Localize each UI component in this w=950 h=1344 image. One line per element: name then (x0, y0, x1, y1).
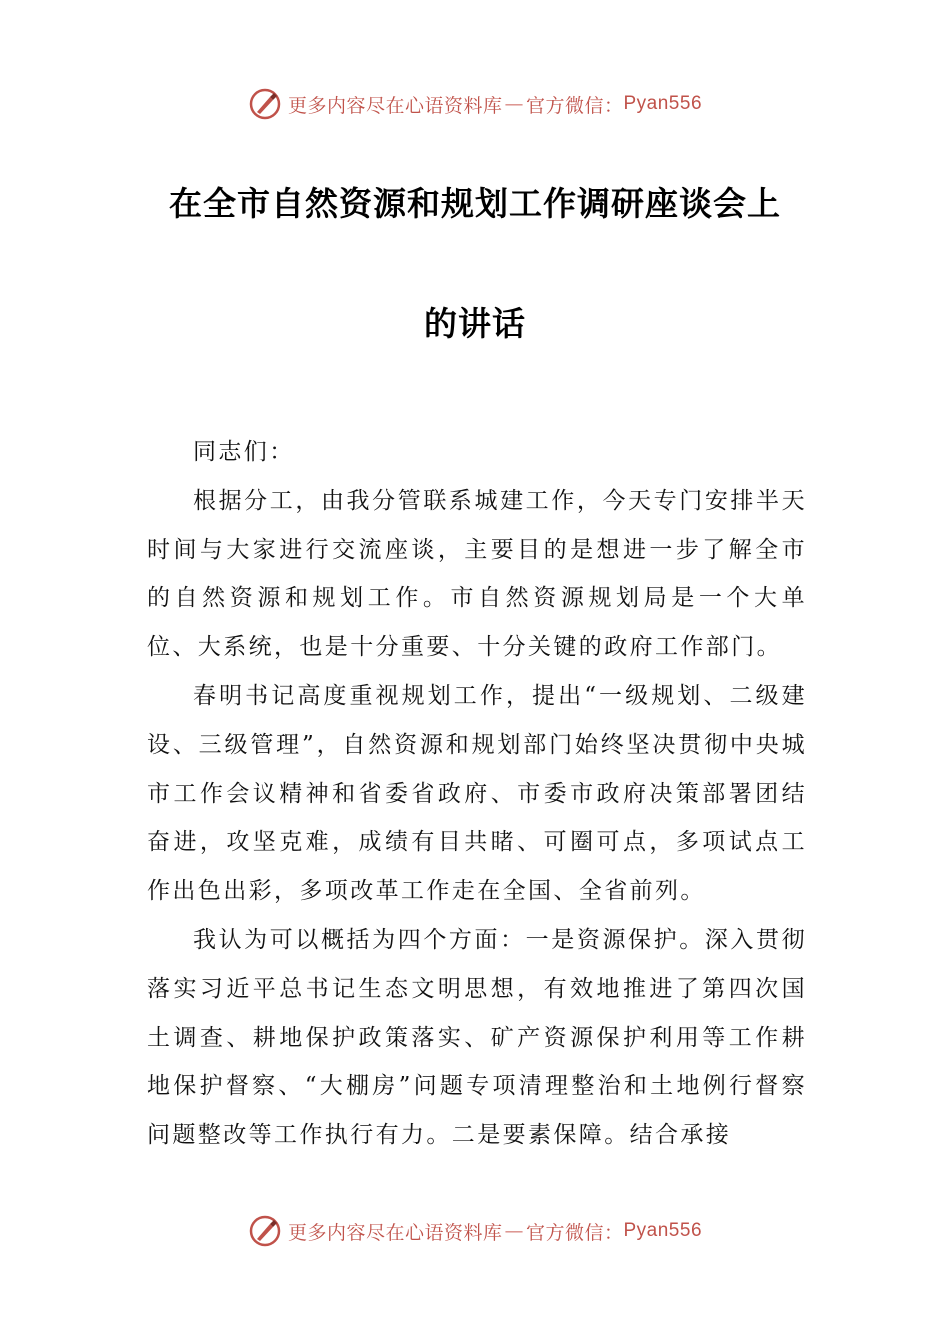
pen-circle-icon (248, 1214, 282, 1248)
pen-circle-icon (248, 87, 282, 121)
watermark-dash: — (504, 1220, 524, 1242)
salutation: 同志们： (193, 439, 295, 465)
watermark-site-name: 更多内容尽在心语资料库 (287, 94, 503, 117)
paragraph: 根据分工，由我分管联系城建工作，今天专门安排半天时间与大家进行交流座谈，主要目的是想进一步了解全市的自然资源和规划工作。市自然资源规划局是一个大单位、大系统，也是十分重要、十分关键的政府工作部门。 (147, 487, 807, 661)
watermark-wechat-label: 官方微信： (525, 1221, 624, 1244)
paragraph: 春明书记高度重视规划工作，提出“一级规划、二级建设、三级管理”，自然资源和规划部门始终坚决贯彻中央城市工作会议精神和省委省政府、市委市政府决策部署团结奋进，攻坚克难，成绩有目共睹、可圈可点，多项试点工作出色出彩，多项改革工作走在全国、全省前列。 (147, 682, 807, 905)
watermark-dash: — (504, 93, 524, 115)
watermark-wechat-id: Pyan556 (623, 93, 703, 114)
paragraph: 我认为可以概括为四个方面：一是资源保护。深入贯彻落实习近平总书记生态文明思想，有效地推进了第四次国土调查、耕地保护政策落实、矿产资源保护利用等工作耕地保护督察、“大棚房”问题专项清理整治和土地例行督察问题整改等工作执行有力。二是要素保障。结合承接 (147, 926, 807, 1149)
document-title-line2: 的讲话 (424, 304, 526, 343)
watermark-wechat-label: 官方微信： (525, 94, 624, 117)
watermark-footer (0, 1211, 950, 1251)
document-title-line1: 在全市自然资源和规划工作调研座谈会上 (169, 184, 781, 223)
watermark-wechat-id: Pyan556 (623, 1220, 703, 1241)
document-body (147, 428, 807, 1160)
watermark-header (0, 84, 950, 124)
watermark-site-name: 更多内容尽在心语资料库 (287, 1221, 503, 1244)
